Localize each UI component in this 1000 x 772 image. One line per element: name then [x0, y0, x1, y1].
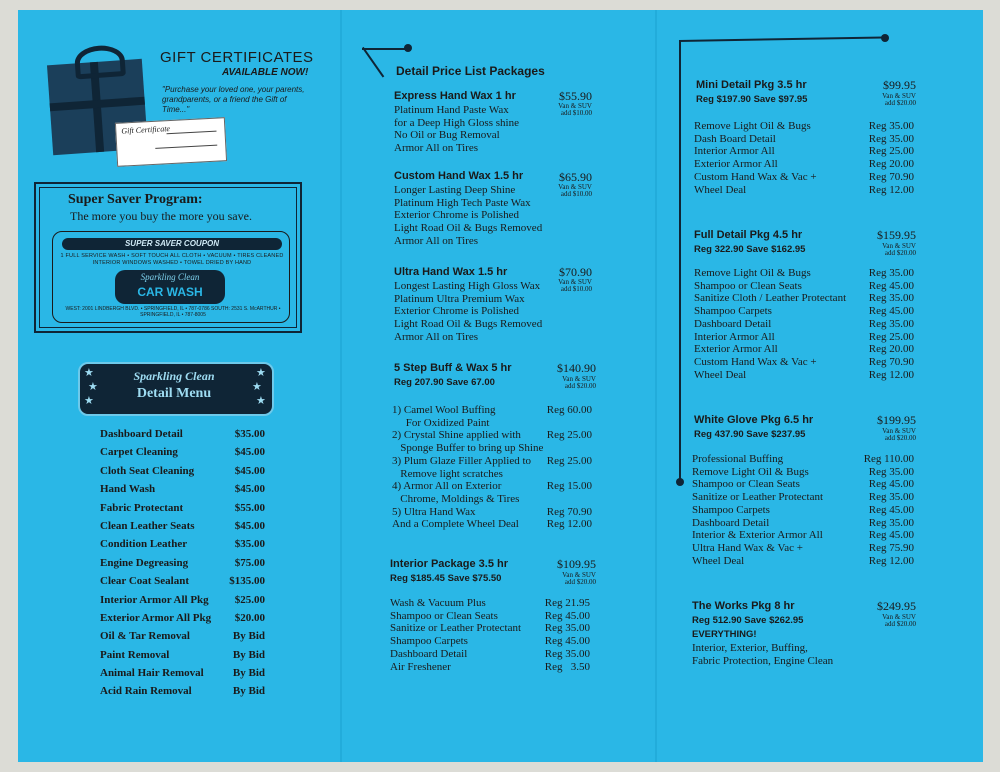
- menu-row: [100, 575, 265, 593]
- menu-item-price: By Bid: [232, 667, 265, 680]
- package-item-row: [392, 404, 592, 417]
- package-item-row: [390, 661, 590, 674]
- package-item-text: Sponge Buffer to bring up Shine: [392, 442, 544, 455]
- package-item-row: [694, 158, 914, 171]
- menu-item-price: $45.00: [234, 446, 265, 459]
- custom-title: Custom Hand Wax 1.5 hr: [394, 170, 524, 182]
- menu-item-price: $35.00: [234, 538, 265, 551]
- feature-line: Light Road Oil & Bugs Removed: [394, 222, 543, 235]
- feature-line: Armor All on Tires: [394, 234, 479, 247]
- menu-item-price: $35.00: [234, 428, 265, 440]
- package-item-reg-price: Reg 20.00: [868, 158, 914, 171]
- package-item-reg-price: Reg 25.00: [546, 454, 592, 467]
- package-item-row: [392, 455, 592, 468]
- package-item-text: Exterior Armor All: [694, 343, 778, 356]
- package-item-text: And a Complete Wheel Deal: [392, 518, 519, 531]
- full-van2: add $20.00: [884, 249, 916, 257]
- package-item-reg-price: Reg 110.00: [863, 453, 914, 465]
- package-item-text: Interior Armor All: [694, 330, 775, 343]
- package-item-reg-price: Reg 45.00: [868, 478, 914, 491]
- works-van1: Van & SUV: [882, 613, 916, 621]
- menu-item-price: $135.00: [229, 575, 265, 588]
- menu-item-name: Fabric Protectant: [100, 501, 184, 514]
- interior-van1: Van & SUV: [562, 571, 596, 579]
- fivestep-items: [392, 404, 592, 531]
- white-savings: Reg 437.90 Save $237.95: [694, 429, 806, 440]
- feature-line: for a Deep High Gloss shine: [394, 116, 519, 129]
- package-item-row: [694, 133, 914, 146]
- menu-item-price: $45.00: [234, 464, 265, 477]
- package-item-reg-price: Reg 25.00: [546, 429, 592, 442]
- badge-line1: Sparkling Clean: [133, 369, 215, 383]
- bullet-dot: [404, 44, 412, 52]
- package-item-reg-price: Reg 45.00: [868, 529, 914, 542]
- package-item-text: 1) Camel Wool Buffing: [392, 404, 496, 416]
- express-van1: Van & SUV: [558, 102, 592, 110]
- package-item-reg-price: Reg 12.00: [868, 554, 914, 567]
- custom-van1: Van & SUV: [558, 183, 592, 191]
- connector-line: [362, 48, 406, 50]
- package-item-text: Remove Light Oil & Bugs: [694, 120, 811, 132]
- full-van1: Van & SUV: [882, 242, 916, 250]
- package-item-row: [392, 493, 592, 506]
- package-item-text: 4) Armor All on Exterior: [392, 480, 502, 493]
- menu-item-price: By Bid: [232, 630, 265, 643]
- package-item-reg-price: Reg 12.00: [868, 368, 914, 381]
- full-savings: Reg 322.90 Save $162.95: [694, 244, 806, 255]
- package-item-reg-price: Reg 20.00: [868, 343, 914, 356]
- star-icon: ★: [84, 367, 94, 379]
- ultra-price: $70.90: [559, 265, 592, 279]
- works-price: $249.95: [877, 599, 916, 613]
- package-item-row: [694, 267, 914, 280]
- package-item-reg-price: Reg 45.00: [544, 609, 590, 622]
- star-icon: ★: [88, 381, 98, 393]
- package-item-text: Shampoo or Clean Seats: [390, 609, 498, 622]
- menu-row: [100, 594, 265, 612]
- saver-title: Super Saver Program:: [68, 192, 203, 207]
- package-item-row: [694, 369, 914, 382]
- feature-line: Longest Lasting High Gloss Wax: [394, 280, 541, 292]
- package-item-row: [692, 555, 914, 568]
- fivestep-price: $140.90: [557, 361, 596, 375]
- gift-title: GIFT CERTIFICATES: [160, 49, 314, 66]
- package-item-text: 3) Plum Glaze Filler Applied to: [392, 454, 532, 467]
- package-item-row: [694, 318, 914, 331]
- package-item-reg-price: Reg 70.90: [868, 355, 914, 368]
- package-item-reg-price: Reg 35.00: [868, 317, 914, 330]
- menu-item-name: Clear Coat Sealant: [100, 575, 190, 588]
- menu-item-price: $20.00: [234, 611, 265, 624]
- package-item-row: [692, 517, 914, 530]
- fivestep-van1: Van & SUV: [562, 375, 596, 383]
- package-item-row: [390, 648, 590, 661]
- menu-row: [100, 428, 265, 446]
- interior-price: $109.95: [557, 557, 596, 571]
- interior-savings: Reg $185.45 Save $75.50: [390, 573, 502, 584]
- feature-line: Exterior Chrome is Polished: [394, 305, 519, 318]
- package-item-row: [694, 331, 914, 344]
- menu-item-price: By Bid: [232, 648, 265, 661]
- custom-features: [394, 184, 542, 248]
- package-item-row: [692, 504, 914, 517]
- feature-line: Longer Lasting Deep Shine: [394, 184, 516, 196]
- bullet-dot: [676, 478, 684, 486]
- feature-line: Interior, Exterior, Buffing,: [692, 642, 808, 654]
- package-item-text: Shampoo Carpets: [692, 503, 770, 516]
- package-item-reg-price: Reg 35.00: [868, 465, 914, 478]
- mini-title: Mini Detail Pkg 3.5 hr: [696, 79, 807, 91]
- package-item-text: Sanitize or Leather Protectant: [692, 491, 824, 504]
- menu-item-name: Engine Degreasing: [100, 556, 189, 569]
- car-wash-logo-line1: Sparkling Clean: [140, 272, 200, 282]
- package-item-reg-price: Reg 35.00: [544, 647, 590, 660]
- package-item-text: Custom Hand Wax & Vac +: [694, 170, 817, 183]
- package-item-reg-price: Reg 75.90: [868, 541, 914, 554]
- package-item-reg-price: Reg 35.00: [544, 622, 590, 635]
- menu-item-name: Oil & Tar Removal: [100, 630, 190, 643]
- interior-items: [390, 597, 590, 673]
- package-item-row: [694, 184, 914, 197]
- menu-row: [100, 557, 265, 575]
- package-item-reg-price: Reg 35.00: [868, 120, 914, 132]
- fivestep-savings: Reg 207.90 Save 67.00: [394, 377, 495, 388]
- fivestep-title: 5 Step Buff & Wax 5 hr: [394, 362, 512, 374]
- package-item-row: [694, 145, 914, 158]
- package-item-reg-price: Reg 3.50: [544, 660, 590, 673]
- package-item-text: Wheel Deal: [694, 183, 747, 196]
- feature-line: Light Road Oil & Bugs Removed: [394, 318, 543, 331]
- package-item-row: [392, 480, 592, 493]
- feature-line: Platinum Hand Paste Wax: [394, 104, 509, 116]
- menu-item-name: Hand Wash: [100, 483, 156, 496]
- mini-van1: Van & SUV: [882, 92, 916, 100]
- package-item-reg-price: Reg 12.00: [868, 183, 914, 196]
- package-item-text: Professional Buffing: [692, 453, 784, 465]
- star-icon: ★: [84, 395, 94, 407]
- star-icon: ★: [256, 367, 266, 379]
- package-item-row: [694, 343, 914, 356]
- package-item-reg-price: Reg 21.95: [544, 597, 590, 609]
- menu-item-name: Interior Armor All Pkg: [100, 593, 209, 606]
- menu-row: [100, 446, 265, 464]
- package-item-row: [390, 610, 590, 623]
- menu-row: [100, 520, 265, 538]
- feature-line: Fabric Protection, Engine Clean: [692, 654, 834, 667]
- feature-line: Exterior Chrome is Polished: [394, 209, 519, 222]
- package-item-text: Remove Light Oil & Bugs: [692, 465, 809, 478]
- package-item-row: [692, 453, 914, 466]
- package-item-row: [692, 542, 914, 555]
- mini-price: $99.95: [883, 78, 916, 92]
- menu-row: [100, 465, 265, 483]
- express-features: [394, 104, 519, 155]
- package-item-row: [694, 356, 914, 369]
- gift-certificate-image: [115, 117, 227, 167]
- white-items: [692, 453, 914, 567]
- package-item-text: Sanitize or Leather Protectant: [390, 622, 522, 635]
- package-item-text: For Oxidized Paint: [392, 416, 490, 429]
- ultra-van2: add $10.00: [560, 285, 592, 293]
- ultra-features: [394, 280, 542, 344]
- package-item-row: [692, 529, 914, 542]
- package-item-text: Dash Board Detail: [694, 132, 776, 145]
- package-item-text: Shampoo or Clean Seats: [694, 279, 802, 292]
- package-item-reg-price: Reg 15.00: [546, 480, 592, 493]
- coupon-address: WEST: 2001 LINDBERGH BLVD. • SPRINGFIELD, IL • 787-0786 SOUTH: 2531 S. McARTHUR • SPRINGFIELD, IL • 787-8005: [65, 306, 281, 318]
- package-item-text: Exterior Armor All: [694, 158, 778, 171]
- menu-row: [100, 685, 265, 703]
- white-price: $199.95: [877, 413, 916, 427]
- menu-item-name: Acid Rain Removal: [100, 685, 192, 698]
- custom-van2: add $10.00: [560, 190, 592, 198]
- menu-row: [100, 649, 265, 667]
- works-van2: add $20.00: [884, 620, 916, 628]
- menu-row: [100, 483, 265, 501]
- fold-line-right: [655, 10, 657, 762]
- package-item-text: Wash & Vacuum Plus: [390, 597, 486, 609]
- star-icon: ★: [256, 395, 266, 407]
- menu-item-name: Animal Hair Removal: [100, 667, 204, 680]
- package-item-text: Air Freshener: [390, 660, 451, 673]
- package-item-reg-price: Reg 45.00: [868, 279, 914, 292]
- package-item-row: [392, 442, 592, 455]
- package-item-row: [392, 429, 592, 442]
- menu-item-price: $45.00: [234, 519, 265, 532]
- package-item-row: [390, 635, 590, 648]
- package-item-row: [390, 622, 590, 635]
- connector-line: [679, 41, 681, 481]
- package-item-reg-price: Reg 45.00: [868, 305, 914, 318]
- package-item-text: Wheel Deal: [692, 554, 745, 567]
- package-item-row: [692, 466, 914, 479]
- works-savings: Reg 512.90 Save $262.95: [692, 615, 804, 626]
- package-item-row: [392, 468, 592, 481]
- package-item-text: Shampoo or Clean Seats: [692, 478, 800, 491]
- menu-item-name: Paint Removal: [100, 648, 170, 661]
- menu-item-price: By Bid: [232, 685, 265, 698]
- custom-price: $65.90: [559, 170, 592, 184]
- white-van2: add $20.00: [884, 434, 916, 442]
- package-item-reg-price: Reg 35.00: [868, 267, 914, 279]
- package-item-text: Sanitize Cloth / Leather Protectant: [694, 292, 847, 305]
- package-item-reg-price: Reg 60.00: [546, 404, 592, 416]
- saver-subtitle: The more you buy the more you save.: [70, 209, 252, 223]
- package-item-row: [392, 518, 592, 531]
- menu-item-price: $55.00: [234, 501, 265, 514]
- full-title: Full Detail Pkg 4.5 hr: [694, 229, 803, 241]
- package-item-row: [694, 280, 914, 293]
- price-list-heading: Detail Price List Packages: [396, 64, 545, 78]
- interior-title: Interior Package 3.5 hr: [390, 558, 508, 570]
- package-item-row: [694, 171, 914, 184]
- feature-line: No Oil or Bug Removal: [394, 129, 500, 142]
- package-item-reg-price: Reg 35.00: [868, 516, 914, 529]
- package-item-row: [692, 491, 914, 504]
- package-item-text: Custom Hand Wax & Vac +: [694, 355, 817, 368]
- menu-row: [100, 630, 265, 648]
- ultra-van1: Van & SUV: [558, 278, 592, 286]
- menu-row: [100, 667, 265, 685]
- works-title: The Works Pkg 8 hr: [692, 600, 795, 612]
- menu-item-name: Clean Leather Seats: [100, 519, 195, 532]
- cert-text: Gift Certificate: [121, 124, 171, 136]
- feature-line: Platinum Ultra Premium Wax: [394, 292, 525, 305]
- gift-quote: "Purchase your loved one, your parents, grandparents, or a friend the Gift of Time...": [162, 85, 305, 114]
- package-item-text: Interior & Exterior Armor All: [692, 529, 823, 542]
- package-item-reg-price: Reg 45.00: [868, 503, 914, 516]
- bullet-dot: [881, 34, 889, 42]
- package-item-row: [694, 305, 914, 318]
- menu-item-price: $25.00: [234, 593, 265, 606]
- package-item-text: Dashboard Detail: [692, 516, 770, 529]
- mini-items: [694, 120, 914, 196]
- package-item-text: 2) Crystal Shine applied with: [392, 429, 521, 442]
- package-item-reg-price: Reg 35.00: [868, 292, 914, 305]
- package-item-reg-price: Reg 25.00: [868, 145, 914, 158]
- ultra-title: Ultra Hand Wax 1.5 hr: [394, 266, 508, 278]
- full-price: $159.95: [877, 228, 916, 242]
- menu-item-name: Exterior Armor All Pkg: [100, 611, 212, 624]
- package-item-reg-price: Reg 35.00: [868, 491, 914, 504]
- white-van1: Van & SUV: [882, 427, 916, 435]
- mini-van2: add $20.00: [884, 99, 916, 107]
- package-item-row: [694, 120, 914, 133]
- menu-item-price: $45.00: [234, 483, 265, 496]
- menu-item-price: $75.00: [234, 556, 265, 569]
- package-item-row: [392, 417, 592, 430]
- package-item-reg-price: Reg 45.00: [544, 635, 590, 648]
- express-van2: add $10.00: [560, 109, 592, 117]
- package-item-text: Shampoo Carpets: [390, 635, 468, 648]
- menu-item-name: Dashboard Detail: [100, 428, 183, 440]
- package-item-text: Shampoo Carpets: [694, 305, 772, 318]
- package-item-reg-price: Reg 25.00: [868, 330, 914, 343]
- menu-item-name: Cloth Seat Cleaning: [100, 464, 195, 477]
- menu-item-name: Condition Leather: [100, 538, 188, 551]
- package-item-reg-price: Reg 70.90: [546, 505, 592, 518]
- badge-line2: Detail Menu: [136, 386, 212, 401]
- mini-savings: Reg $197.90 Save $97.95: [696, 94, 808, 105]
- package-item-text: Remove Light Oil & Bugs: [694, 267, 811, 279]
- package-item-text: 5) Ultra Hand Wax: [392, 505, 476, 518]
- star-icon: ★: [252, 381, 262, 393]
- white-title: White Glove Pkg 6.5 hr: [694, 414, 814, 426]
- coupon-header: SUPER SAVER COUPON: [62, 238, 282, 250]
- detail-menu-list: [100, 428, 265, 704]
- package-item-text: Interior Armor All: [694, 145, 775, 158]
- package-item-text: Chrome, Moldings & Tires: [392, 492, 520, 505]
- package-item-row: [392, 506, 592, 519]
- package-item-row: [692, 478, 914, 491]
- menu-item-name: Carpet Cleaning: [100, 446, 178, 459]
- package-item-reg-price: Reg 35.00: [868, 132, 914, 145]
- package-item-reg-price: Reg 70.90: [868, 170, 914, 183]
- interior-van2: add $20.00: [564, 578, 596, 586]
- package-item-text: Dashboard Detail: [390, 647, 468, 660]
- express-price: $55.90: [559, 89, 592, 103]
- package-item-text: Wheel Deal: [694, 368, 747, 381]
- package-item-reg-price: Reg 12.00: [546, 518, 592, 531]
- fold-line-left: [340, 10, 342, 762]
- fivestep-van2: add $20.00: [564, 382, 596, 390]
- package-item-text: Remove light scratches: [392, 467, 503, 480]
- works-everything: EVERYTHING!: [692, 629, 757, 640]
- feature-line: Armor All on Tires: [394, 330, 479, 343]
- menu-row: [100, 502, 265, 520]
- menu-row: [100, 538, 265, 556]
- full-items: [694, 267, 914, 381]
- package-item-text: Ultra Hand Wax & Vac +: [692, 541, 803, 554]
- package-item-text: Dashboard Detail: [694, 317, 772, 330]
- feature-line: Platinum High Tech Paste Wax: [394, 196, 531, 209]
- package-item-row: [694, 292, 914, 305]
- gift-subtitle: AVAILABLE NOW!: [222, 67, 309, 78]
- express-title: Express Hand Wax 1 hr: [394, 90, 516, 102]
- car-wash-logo-line2: CAR WASH: [137, 285, 203, 299]
- works-lines: [692, 642, 833, 667]
- coupon-items: 1 FULL SERVICE WASH • SOFT TOUCH ALL CLOTH • VACUUM • TIRES CLEANED INTERIOR WINDOWS WASHED • TOWEL DRIED BY HAND: [60, 253, 284, 266]
- package-item-row: [390, 597, 590, 610]
- feature-line: Armor All on Tires: [394, 142, 479, 155]
- menu-row: [100, 612, 265, 630]
